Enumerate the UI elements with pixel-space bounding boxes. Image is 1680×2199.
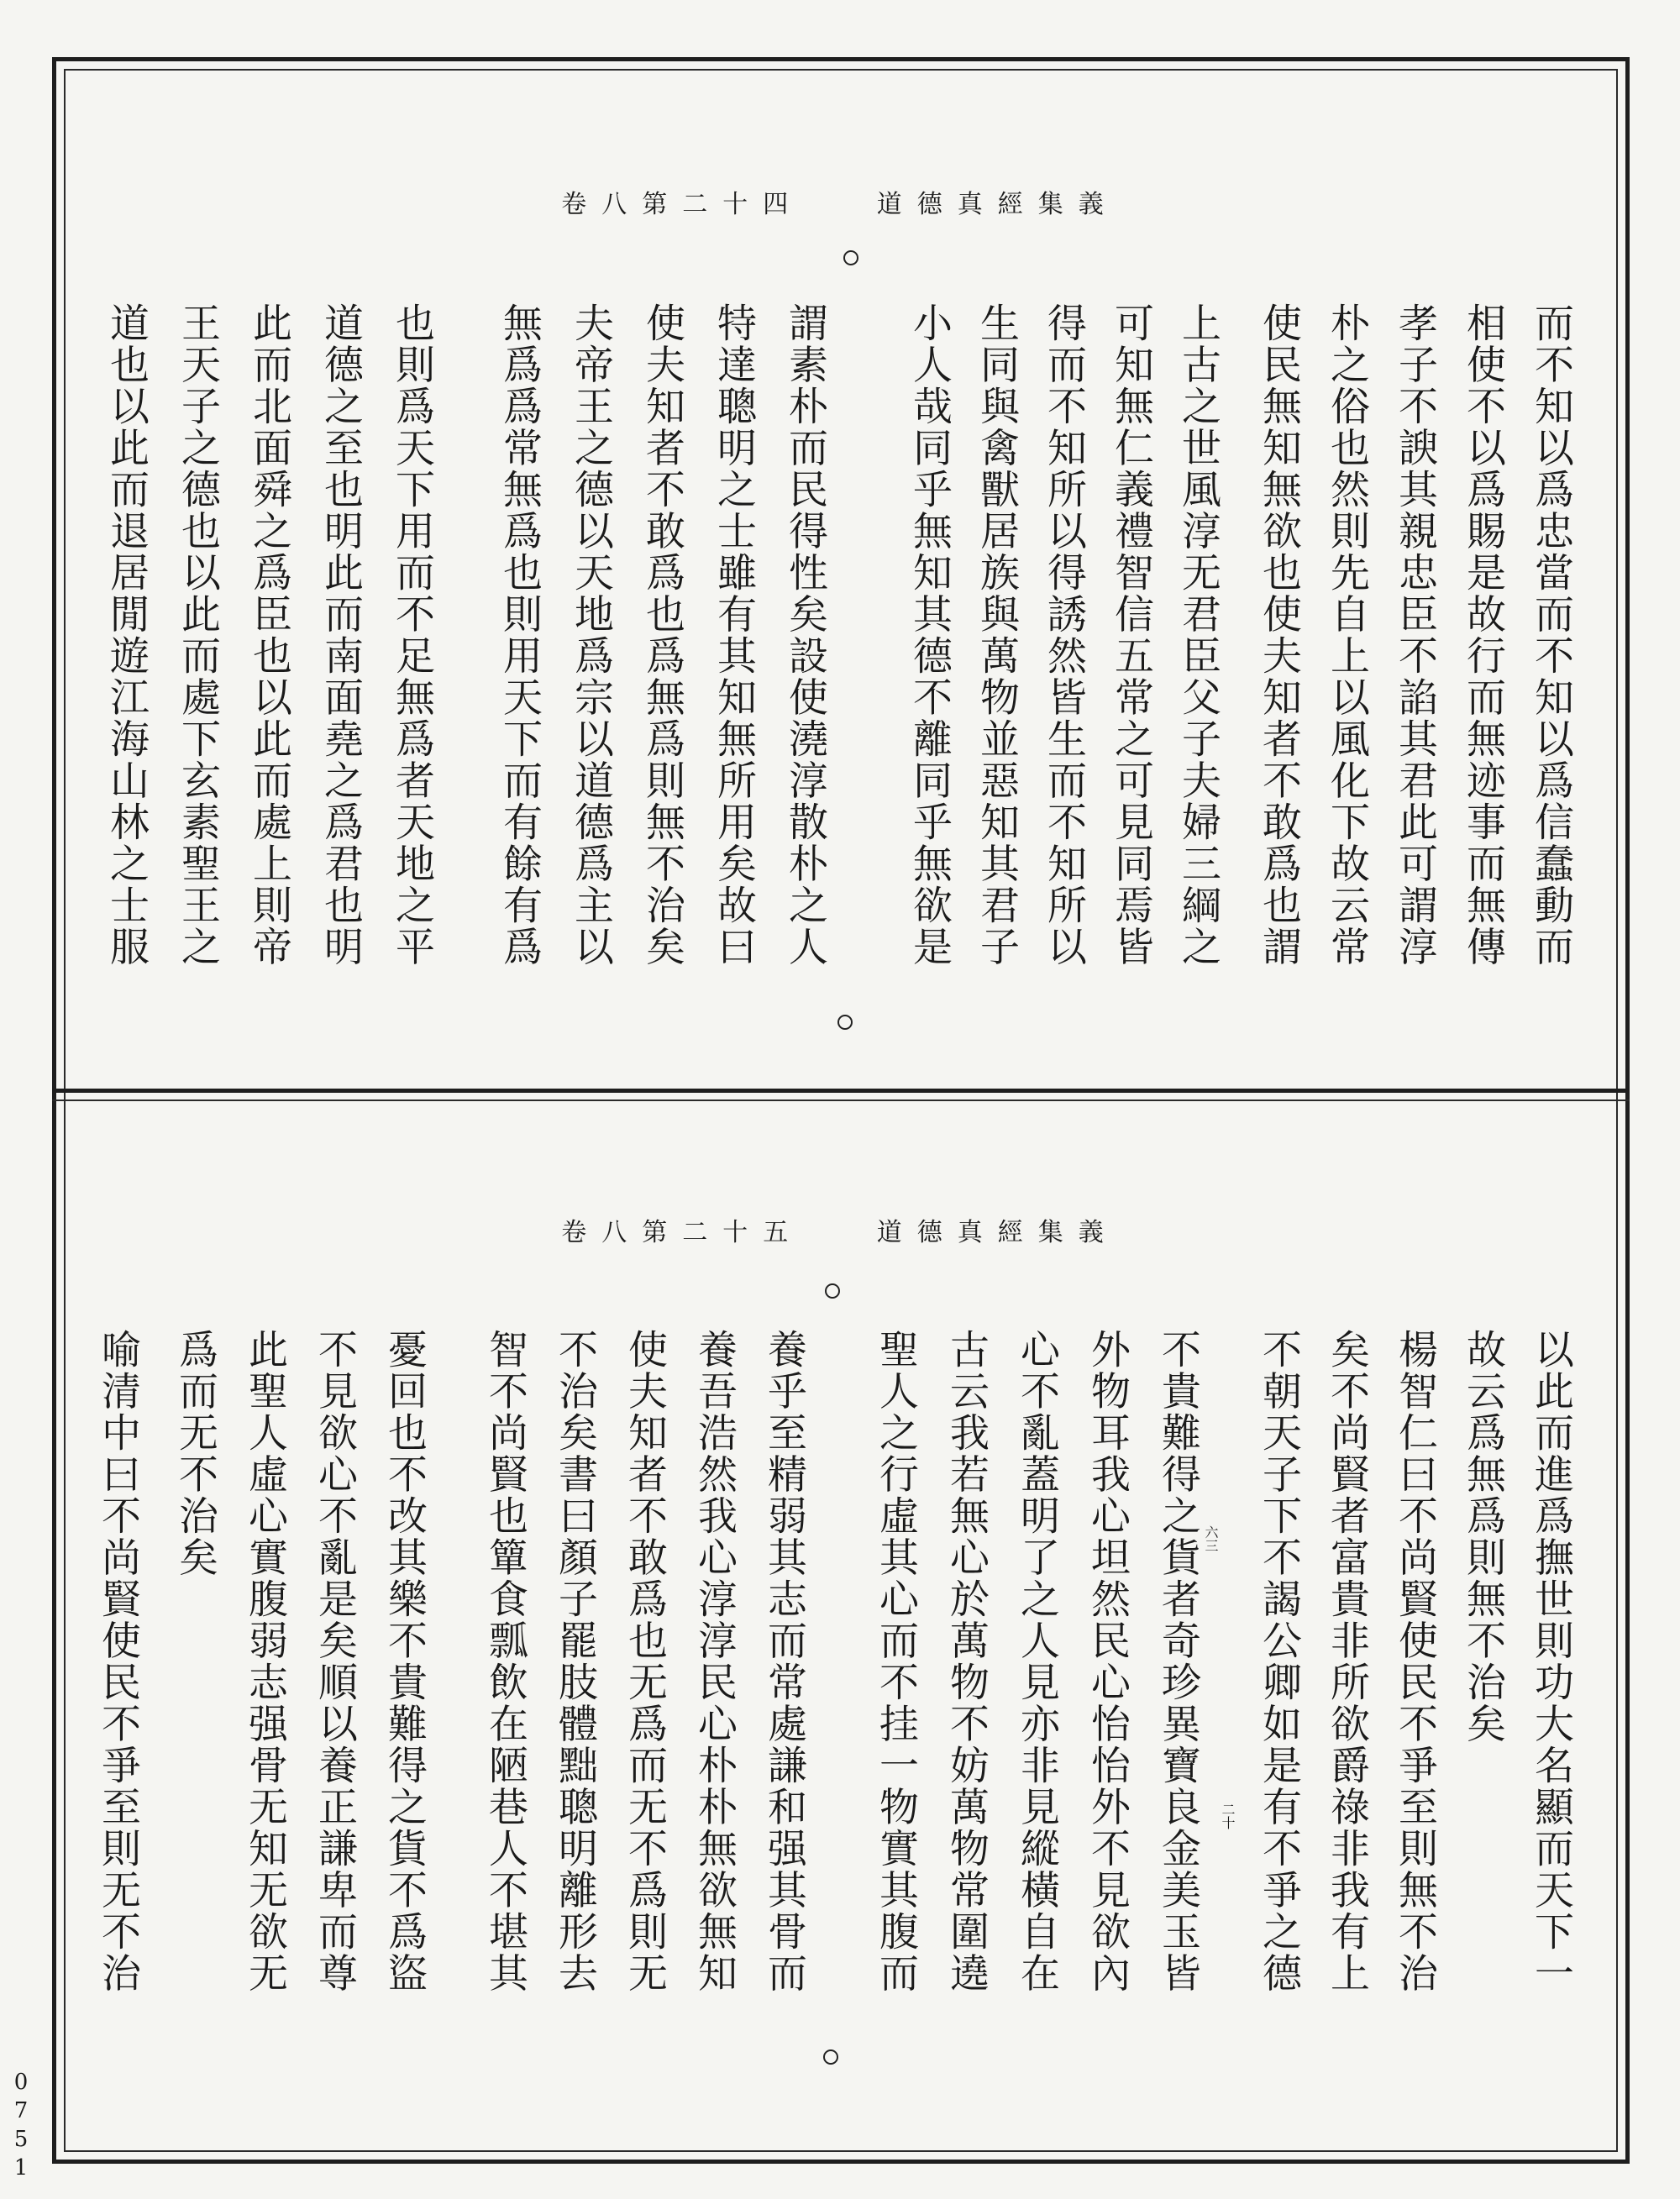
text-column: 朴之俗也然則先自上以風化下故云常 bbox=[1324, 302, 1370, 968]
text-column: 使夫知者不敢爲也爲無爲則無不治矣 bbox=[639, 302, 685, 968]
text-column: 古云我若無心於萬物不妨萬物常圍遶 bbox=[943, 1329, 990, 1994]
text-column: 智不尚賢也簞食瓢飲在陋巷人不堪其 bbox=[482, 1329, 528, 1994]
text-column: 不見欲心不亂是矣順以養正謙卑而尊 bbox=[312, 1329, 358, 1994]
text-column: 不治矣書曰顏子罷肢體黜聰明離形去 bbox=[552, 1329, 598, 1994]
text-column: 楊智仁曰不尚賢使民不爭至則無不治 bbox=[1392, 1329, 1438, 1994]
text-column: 外物耳我心坦然民心怡怡外不見欲內 bbox=[1084, 1329, 1131, 1994]
running-head-bottom bbox=[0, 1211, 1680, 1248]
text-column: 特達聰明之士雖有其知無所用矣故曰 bbox=[711, 302, 757, 968]
margin-annotation: 六三 bbox=[1203, 1525, 1219, 1552]
text-column: 不朝天子下不謁公卿如是有不爭之德 bbox=[1256, 1329, 1302, 1994]
text-column: 喻清中曰不尚賢使民不爭至則无不治 bbox=[95, 1329, 141, 1994]
book-title: 道德真經集義 bbox=[876, 190, 1119, 219]
text-column: 道德之至也明此而南面堯之爲君也明 bbox=[318, 302, 364, 968]
panel-divider bbox=[52, 1089, 1630, 1093]
text-column: 謂素朴而民得性矣設使澆淳散朴之人 bbox=[782, 302, 828, 968]
text-column: 相使不以爲賜是故行而無迹事而無傳 bbox=[1460, 302, 1506, 968]
punctuation-circle-mark bbox=[825, 1283, 840, 1299]
text-column: 憂回也不改其樂不貴難得之貨不爲盜 bbox=[381, 1329, 428, 1994]
punctuation-circle-mark bbox=[843, 250, 858, 265]
text-column: 上古之世風淳无君臣父子夫婦三綱之 bbox=[1175, 302, 1221, 968]
text-column: 夫帝王之德以天地爲宗以道德爲主以 bbox=[568, 302, 614, 968]
chapter-label: 卷八第二十四 bbox=[561, 190, 804, 219]
text-column: 無爲爲常無爲也則用天下而有餘有爲 bbox=[496, 302, 543, 968]
text-column: 聖人之行虛其心而不挂一物實其腹而 bbox=[873, 1329, 919, 1994]
text-column: 矣不尚賢者富貴非所欲爵祿非我有上 bbox=[1324, 1329, 1370, 1994]
text-column: 此而北面舜之爲臣也以此而處上則帝 bbox=[246, 302, 292, 968]
text-column: 也則爲天下用而不足無爲者天地之平 bbox=[389, 302, 435, 968]
text-column: 得而不知所以得誘然皆生而不知所以 bbox=[1041, 302, 1087, 968]
text-column: 使民無知無欲也使夫知者不敢爲也謂 bbox=[1256, 302, 1302, 968]
text-column: 故云爲無爲則無不治矣 bbox=[1460, 1329, 1506, 1745]
text-column: 養吾浩然我心淳淳民心朴朴無欲無知 bbox=[691, 1329, 738, 1994]
running-head-top bbox=[0, 183, 1680, 220]
margin-annotation: 二十 bbox=[1220, 1803, 1236, 1829]
text-column: 此聖人虛心實腹弱志强骨无知无欲无 bbox=[242, 1329, 288, 1994]
book-title: 道德真經集義 bbox=[876, 1218, 1119, 1247]
text-column: 養乎至精弱其志而常處謙和强其骨而 bbox=[761, 1329, 807, 1994]
text-column: 使夫知者不敢爲也无爲而无不爲則无 bbox=[622, 1329, 668, 1994]
text-column: 王天子之德也以此而處下玄素聖王之 bbox=[175, 302, 221, 968]
text-column: 可知無仁義禮智信五常之可見同焉皆 bbox=[1108, 302, 1154, 968]
text-column: 以此而進爲撫世則功大名顯而天下一 bbox=[1528, 1329, 1574, 1994]
text-column: 小人哉同乎無知其德不離同乎無欲是 bbox=[906, 302, 953, 968]
text-column: 而不知以爲忠當而不知以爲信蠢動而 bbox=[1528, 302, 1574, 968]
punctuation-circle-mark bbox=[837, 1015, 853, 1030]
page-number: 0751 bbox=[8, 2070, 34, 2184]
chapter-label: 卷八第二十五 bbox=[561, 1218, 804, 1247]
text-column: 爲而无不治矣 bbox=[172, 1329, 218, 1578]
text-column: 孝子不諛其親忠臣不諂其君此可謂淳 bbox=[1392, 302, 1438, 968]
punctuation-circle-mark bbox=[823, 2049, 838, 2065]
text-column: 不貴難得之貨者奇珍異寶良金美玉皆 bbox=[1155, 1329, 1201, 1994]
text-column: 生同與禽獸居族與萬物並惡知其君子 bbox=[974, 302, 1020, 968]
text-column: 道也以此而退居閒遊江海山林之士服 bbox=[103, 302, 150, 968]
text-column: 心不亂蓋明了之人見亦非見縱橫自在 bbox=[1014, 1329, 1060, 1994]
